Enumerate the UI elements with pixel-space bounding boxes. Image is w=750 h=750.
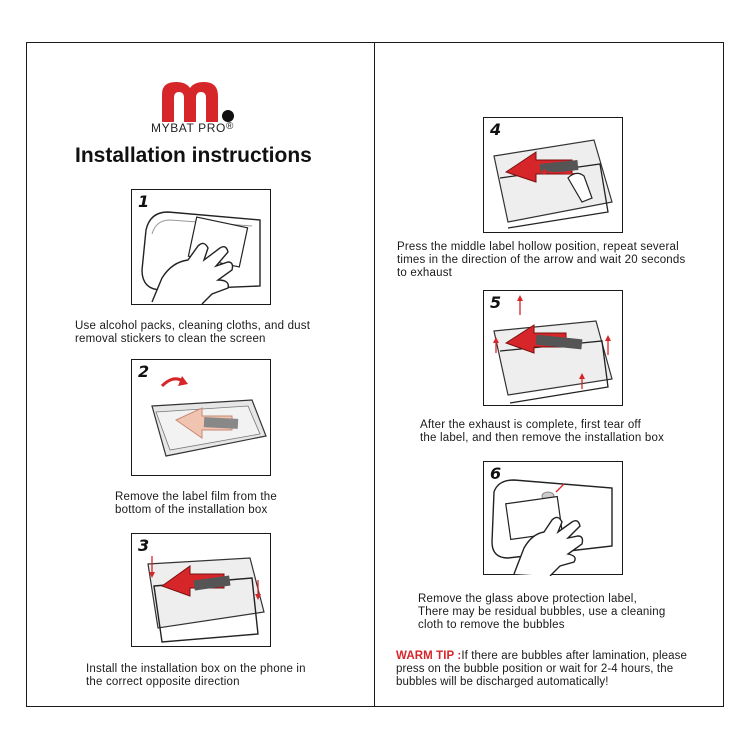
tear-label-remove-box-icon bbox=[484, 291, 624, 407]
warm-tip bbox=[396, 650, 716, 689]
step-number: 1 bbox=[138, 192, 150, 211]
hand-cleaning-phone-icon bbox=[132, 190, 272, 306]
step-number: 2 bbox=[138, 362, 150, 381]
page-title: Installation instructions bbox=[75, 144, 312, 167]
step-6-illustration bbox=[483, 461, 623, 575]
step-4-illustration bbox=[483, 117, 623, 233]
step-number: 3 bbox=[138, 536, 150, 555]
step-5-illustration bbox=[483, 290, 623, 406]
step-number: 4 bbox=[490, 120, 502, 139]
step-6-caption: Remove the glass above protection label, There may be residual bubbles, use a cleaning cloth to remove the bubbles bbox=[418, 593, 666, 631]
step-4-caption: Press the middle label hollow position, repeat several times in the direction of the arrow and wait 20 seconds to exhaust bbox=[397, 241, 686, 279]
step-2-caption: Remove the label film from the bottom of the installation box bbox=[115, 491, 277, 516]
step-number: 6 bbox=[490, 464, 502, 483]
step-5-caption: After the exhaust is complete, first tear off the label, and then remove the installation box bbox=[420, 419, 665, 444]
step-number: 5 bbox=[490, 293, 502, 312]
warm-tip-label: WARM TIP : bbox=[396, 650, 462, 662]
step-1-caption: Use alcohol packs, cleaning cloths, and dust removal stickers to clean the screen bbox=[75, 320, 311, 345]
brand-name: MYBAT PRO® bbox=[151, 121, 234, 135]
warm-tip-text: If there are bubbles after lamination, please press on the bubble position or wait for 2-4 hours, the bubbles will be discharged automatically! bbox=[396, 650, 688, 688]
step-3-illustration bbox=[131, 533, 271, 647]
step-2-illustration bbox=[131, 359, 271, 476]
hand-wiping-bubbles-icon bbox=[484, 462, 624, 576]
step-1-illustration bbox=[131, 189, 271, 305]
press-arrow-exhaust-icon bbox=[484, 118, 624, 234]
install-box-on-phone-icon bbox=[132, 534, 272, 648]
step-3-caption: Install the installation box on the phone in the correct opposite direction bbox=[86, 663, 306, 688]
peel-label-film-icon bbox=[132, 360, 272, 477]
